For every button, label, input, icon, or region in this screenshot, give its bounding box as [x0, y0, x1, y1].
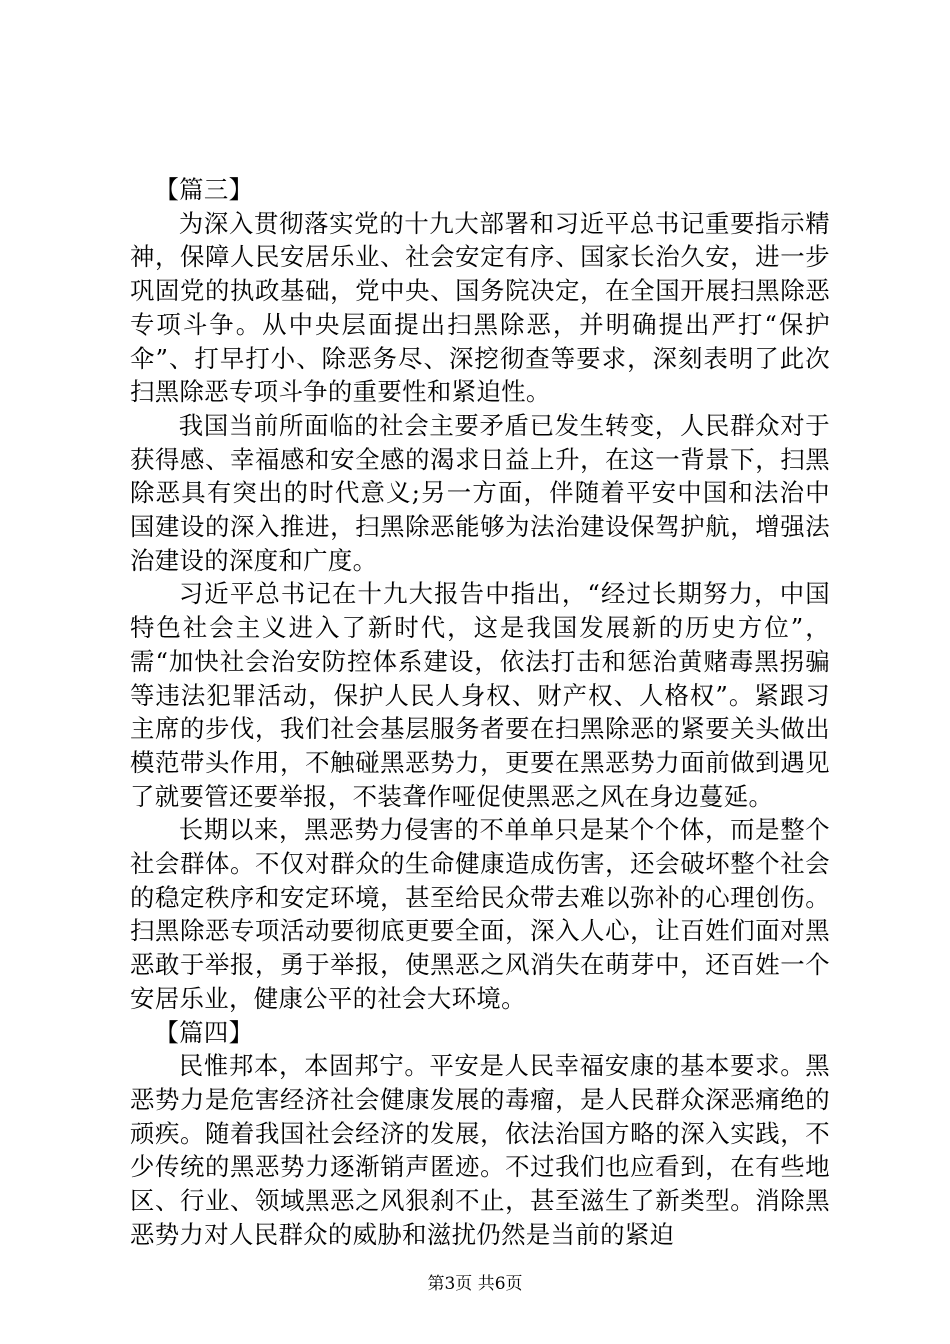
- section-heading: 【篇四】: [154, 1017, 254, 1047]
- body-paragraph: 民惟邦本，本固邦宁。平安是人民幸福安康的基本要求。黑恶势力是危害经济社会健康发展的毒瘤，是人民群众深恶痛绝的顽疾。随着我国社会经济的发展，依法治国方略的深入实践，不少传统的黑恶势力逐渐销声匿迹。不过我们也应看到，在有些地区、行业、领域黑恶之风狠刹不止，甚至滋生了新类型。消除黑恶势力对人民群众的威胁和滋扰仍然是当前的紧迫: [130, 1051, 830, 1249]
- document-body: [130, 173, 830, 1252]
- body-paragraph: 为深入贯彻落实党的十九大部署和习近平总书记重要指示精神，保障人民安居乐业、社会安定有序、国家长治久安，进一步巩固党的执政基础，党中央、国务院决定，在全国开展扫黑除恶专项斗争。从中央层面提出扫黑除恶，并明确提出严打“保护伞”、打早打小、除恶务尽、深挖彻查等要求，深刻表明了此次扫黑除恶专项斗争的重要性和紧迫性。: [130, 208, 830, 407]
- body-paragraph: 长期以来，黑恶势力侵害的不单单只是某个个体，而是整个社会群体。不仅对群众的生命健康造成伤害，还会破坏整个社会的稳定秩序和安定环境，甚至给民众带去难以弥补的心理创伤。扫黑除恶专项活动要彻底更要全面，深入人心，让百姓们面对黑恶敢于举报，勇于举报，使黑恶之风消失在萌芽中，还百姓一个安居乐业，健康公平的社会大环境。: [130, 815, 830, 1013]
- section-heading: 【篇三】: [154, 175, 254, 204]
- body-paragraph: 我国当前所面临的社会主要矛盾已发生转变，人民群众对于获得感、幸福感和安全感的渴求日益上升，在这一背景下，扫黑除恶具有突出的时代意义;另一方面，伴随着平安中国和法治中国建设的深入推进，扫黑除恶能够为法治建设保驾护航，增强法治建设的深度和广度。: [130, 410, 830, 575]
- page-footer: 第3页 共6页: [427, 1274, 523, 1294]
- body-paragraph: 习近平总书记在十九大报告中指出，“经过长期努力，中国特色社会主义进入了新时代，这是我国发展新的历史方位”，需“加快社会治安防控体系建设，依法打击和惩治黄赌毒黑拐骗等违法犯罪活动，保护人民人身权、财产权、人格权”。紧跟习主席的步伐，我们社会基层服务者要在扫黑除恶的紧要关头做出模范带头作用，不触碰黑恶势力，更要在黑恶势力面前做到遇见了就要管还要举报，不装聋作哑促使黑恶之风在身边蔓延。: [130, 579, 830, 811]
